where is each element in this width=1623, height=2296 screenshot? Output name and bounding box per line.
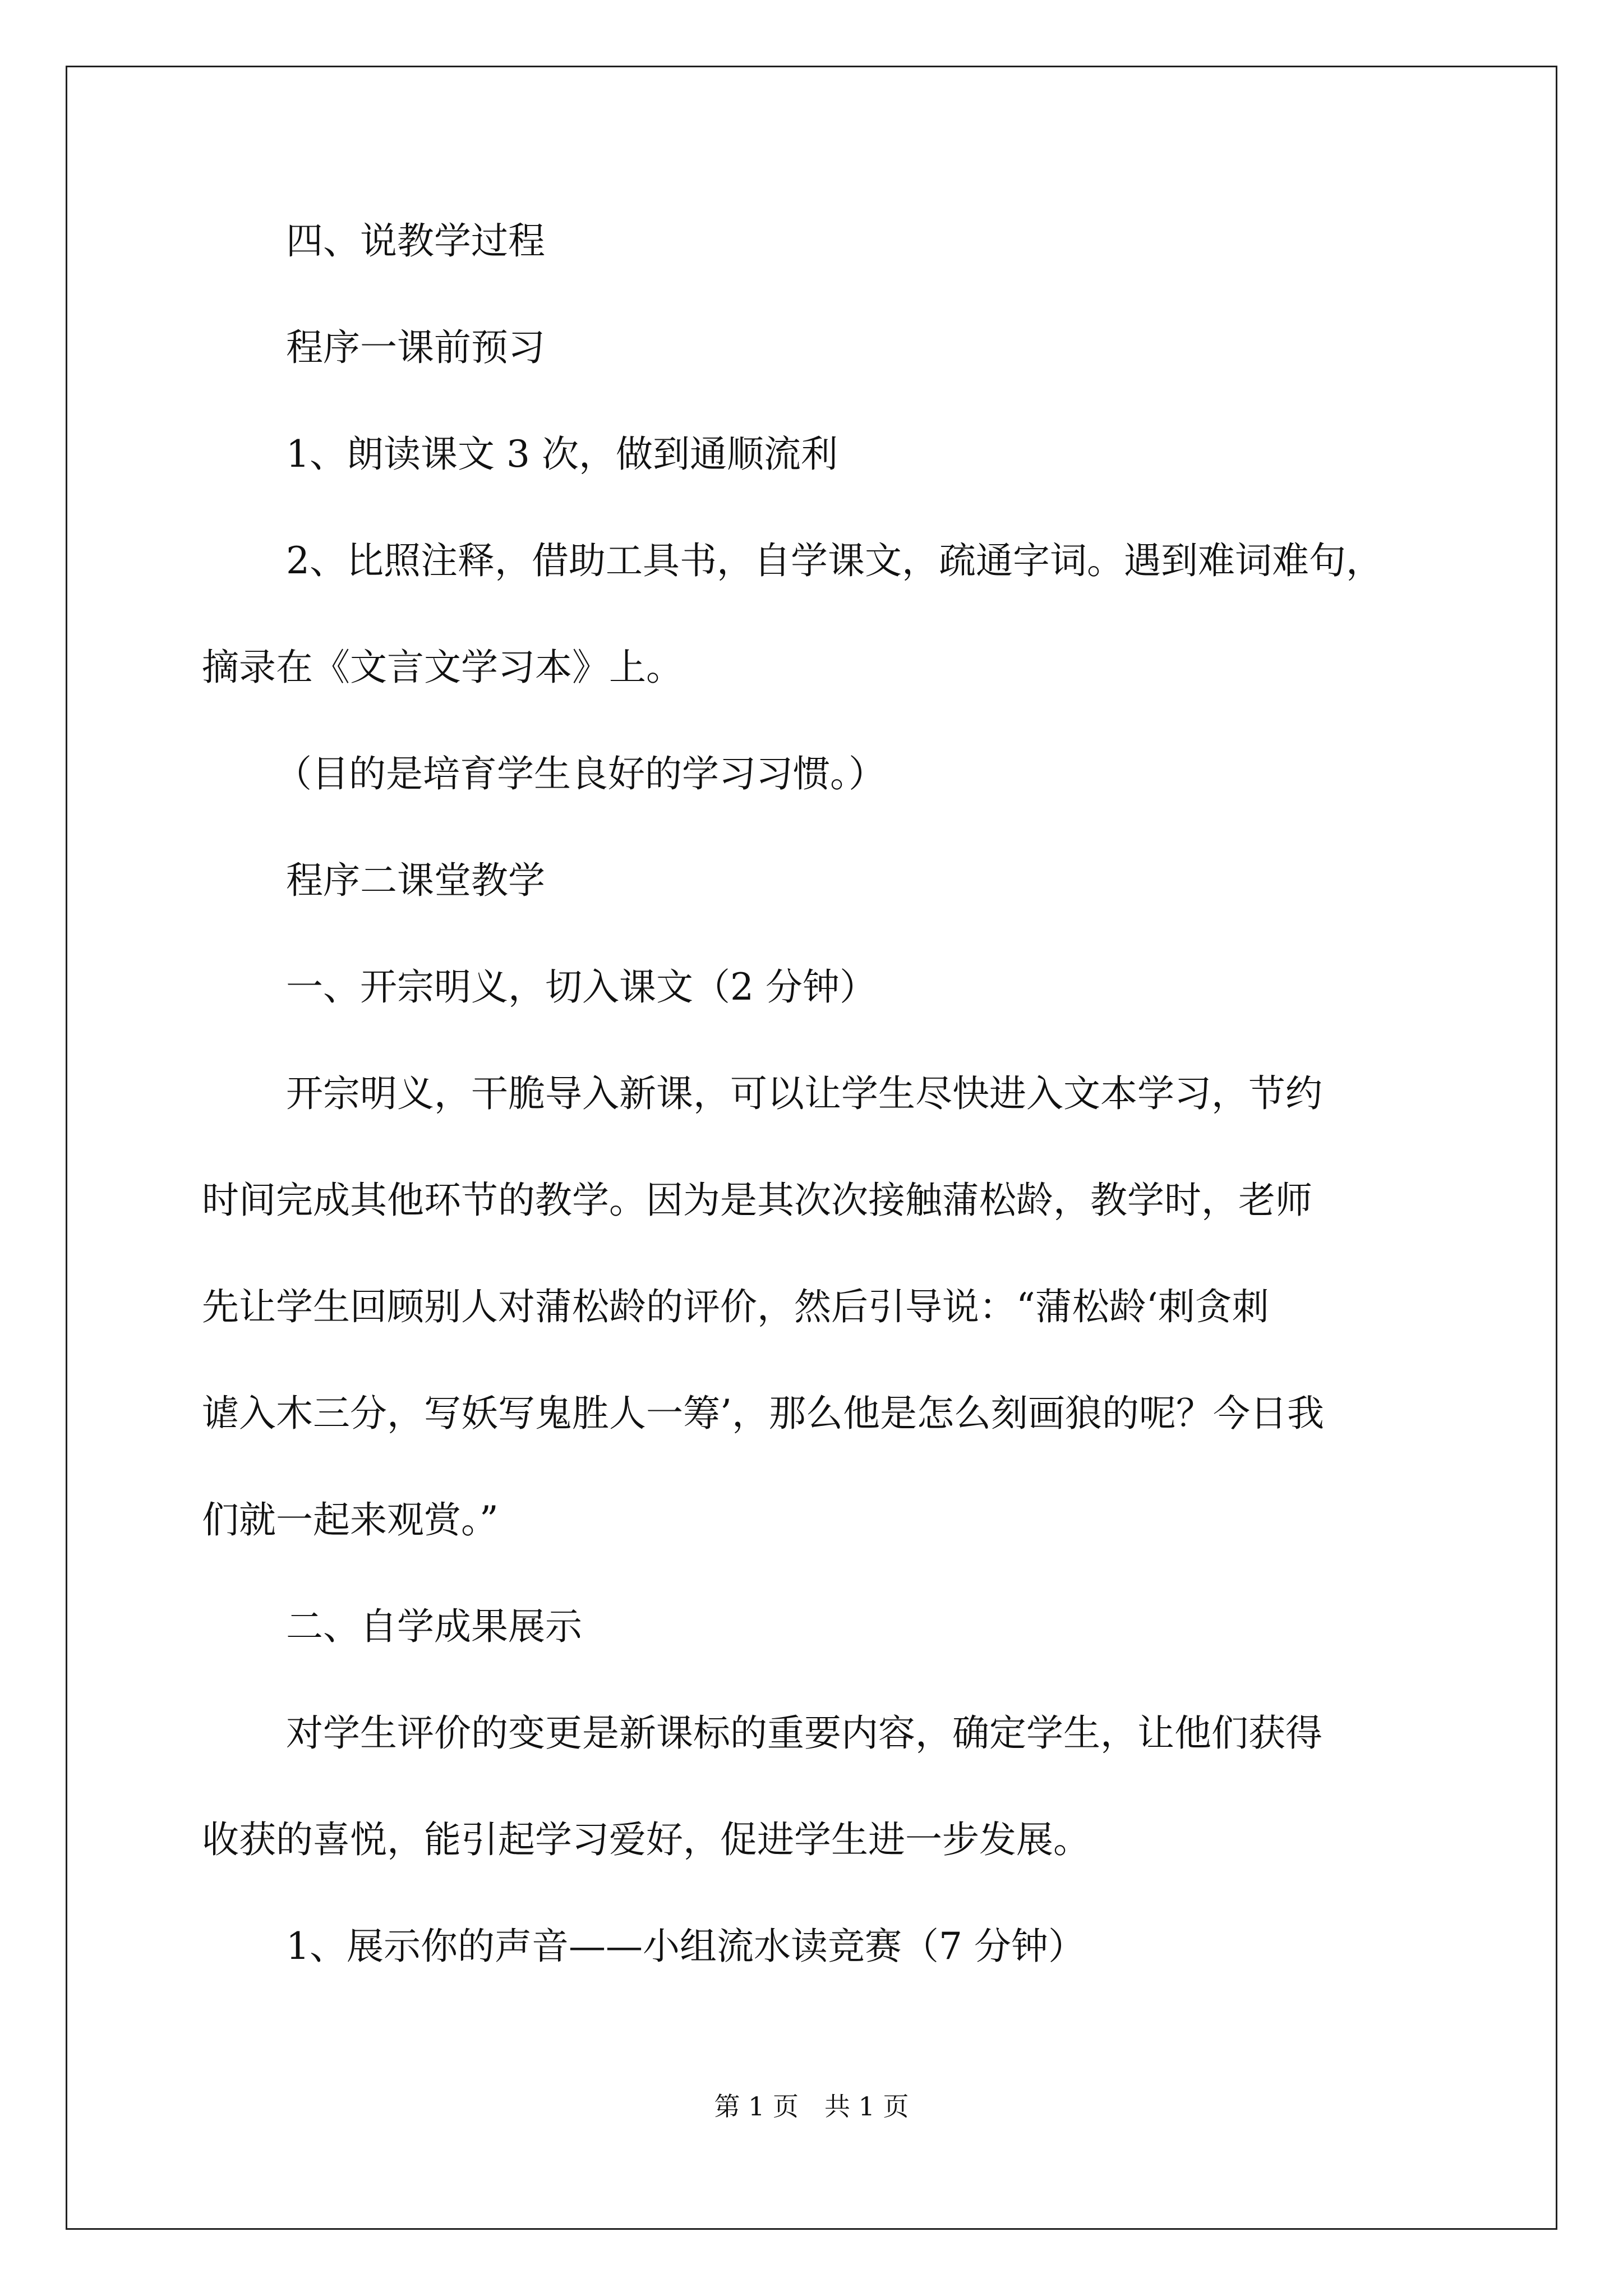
- heading-step-two: 程序二课堂教学: [286, 859, 545, 902]
- paragraph-line: 先让学生回顾别人对蒲松龄的评价，然后引导说：“蒲松龄‘刺贪刺: [202, 1285, 1269, 1328]
- paragraph-line: 们就一起来观赏。”: [202, 1498, 499, 1542]
- paragraph-line: 时间完成其他环节的教学。因为是其次次接触蒲松龄，教学时，老师: [202, 1179, 1312, 1222]
- paragraph-line: 开宗明义，干脆导入新课，可以让学生尽快进入文本学习，节约: [286, 1072, 1322, 1115]
- paragraph-line: 对学生评价的变更是新课标的重要内容，确定学生，让他们获得: [286, 1711, 1322, 1755]
- paragraph-line: （目的是培育学生良好的学习习惯。）: [275, 752, 886, 795]
- page-footer: 第 1 页 共 1 页: [714, 2091, 909, 2122]
- paragraph-line: 谑入木三分，写妖写鬼胜人一筹’，那么他是怎么刻画狼的呢？今日我: [202, 1392, 1324, 1435]
- page-border: [66, 66, 1557, 2230]
- paragraph-line: 收获的喜悦，能引起学习爱好，促进学生进一步发展。: [202, 1818, 1090, 1861]
- heading-teaching-process: 四、说教学过程: [286, 219, 545, 263]
- paragraph-line: 1、展示你的声音——小组流水读竞赛（7 分钟）: [286, 1925, 1085, 1968]
- heading-step-one: 程序一课前预习: [286, 326, 545, 369]
- paragraph-line: 摘录在《文言文学习本》上。: [202, 646, 683, 689]
- paragraph-line: 1、朗读课文 3 次，做到通顺流利: [286, 432, 838, 476]
- paragraph-line: 2、比照注释，借助工具书，自学课文，疏通字词。遇到难词难句，: [286, 539, 1383, 582]
- heading-section-two: 二、自学成果展示: [286, 1605, 582, 1648]
- heading-section-one: 一、开宗明义，切入课文（2 分钟）: [286, 965, 877, 1009]
